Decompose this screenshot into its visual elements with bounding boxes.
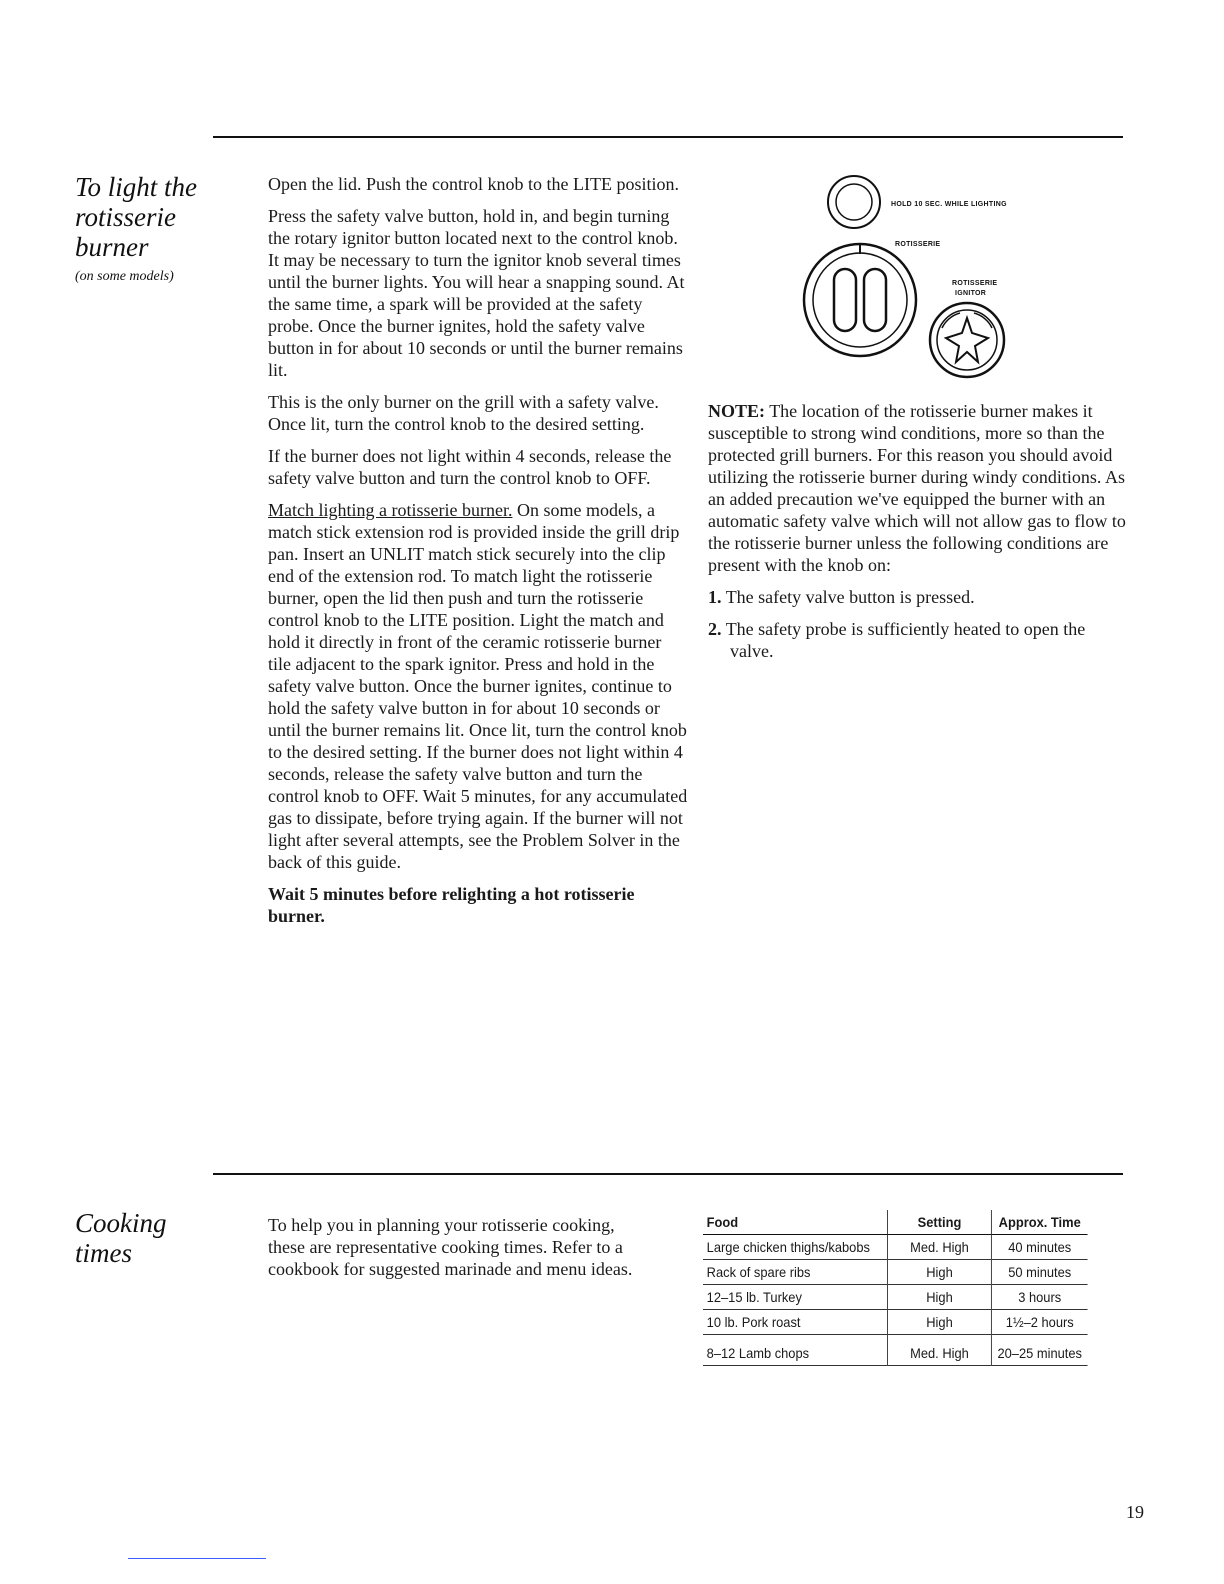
table-row	[703, 1285, 1088, 1310]
list-number: 1.	[708, 587, 722, 607]
section-title-cooking-times	[75, 1208, 215, 1268]
control-knob-icon	[804, 244, 916, 356]
page-number: 19	[1126, 1502, 1144, 1522]
section-title-light-rotisserie	[75, 172, 215, 286]
paragraph: If the burner does not light within 4 seconds, release the safety valve button and turn the control knob to OFF.	[268, 446, 672, 488]
title-line: rotisserie	[75, 202, 176, 232]
top-rule	[213, 136, 1123, 138]
cell-time: 40 minutes	[991, 1235, 1087, 1260]
paragraph: This is the only burner on the grill with a safety valve. Once lit, turn the control knob to the desired setting.	[268, 392, 659, 434]
section-subtitle: (on some models)	[75, 269, 174, 284]
cell-setting: Med. High	[888, 1235, 992, 1260]
list-item	[708, 618, 1126, 662]
safety-valve-button-icon	[828, 176, 880, 228]
list-number: 2.	[708, 619, 722, 639]
section-rule	[213, 1173, 1123, 1175]
conditions-list	[708, 586, 1126, 662]
note-text: The location of the rotisserie burner makes it susceptible to strong wind conditions, more so than the protected grill burners. For this reason you should avoid utilizing the rotisserie burner during windy conditions. As an added precaution we've equipped the burner with an automatic safety valve which will not allow gas to flow to the rotisserie burner unless the following conditions are present with the knob on:	[708, 401, 1126, 575]
ignitor-label-line2: IGNITOR	[955, 290, 987, 297]
rotisserie-label: ROTISSERIE	[895, 241, 941, 248]
cell-time: 50 minutes	[991, 1260, 1087, 1285]
cell-setting: High	[888, 1285, 992, 1310]
cell-food: Large chicken thighs/kabobs	[703, 1235, 888, 1260]
note-block	[708, 400, 1126, 672]
cooking-intro	[268, 1214, 648, 1290]
title-line: times	[75, 1238, 132, 1268]
lighting-instructions	[268, 173, 688, 937]
table-header-row	[703, 1210, 1088, 1235]
cell-time: 1½–2 hours	[991, 1310, 1087, 1335]
cooking-times-table	[703, 1210, 1088, 1366]
table-row	[703, 1310, 1088, 1335]
cell-food: 10 lb. Pork roast	[703, 1310, 888, 1335]
ignitor-label-line1: ROTISSERIE	[952, 280, 998, 287]
control-knob-diagram	[792, 168, 1042, 398]
footer-link-rule	[128, 1558, 266, 1559]
note-label: NOTE:	[708, 401, 766, 421]
header-time: Approx. Time	[991, 1210, 1087, 1235]
paragraph: To help you in planning your rotisserie cooking, these are representative cooking times. Refer to a cookbook for suggested marinade and menu ideas.	[268, 1215, 633, 1279]
cell-setting: High	[888, 1260, 992, 1285]
cell-food: 8–12 Lamb chops	[703, 1335, 888, 1366]
list-text: The safety valve button is pressed.	[725, 587, 975, 607]
cell-setting: Med. High	[888, 1335, 992, 1366]
title-line: To light the	[75, 172, 198, 202]
table-row	[703, 1235, 1088, 1260]
hold-label: HOLD 10 SEC. WHILE LIGHTING	[891, 201, 1007, 208]
cell-food: 12–15 lb. Turkey	[703, 1285, 888, 1310]
cell-time: 3 hours	[991, 1285, 1087, 1310]
rotary-ignitor-icon	[930, 303, 1004, 377]
match-lighting-paragraph	[268, 499, 688, 873]
cell-setting: High	[888, 1310, 992, 1335]
match-lighting-text: On some models, a match stick extension rod is provided inside the grill drip pan. Insert an UNLIT match stick securely into the clip end of the extension rod. To match light the rotisserie burner, open the lid then push and turn the rotisserie control knob to the LITE position. Light the match and hold it directly in front of the ceramic rotisserie burner tile adjacent to the spark ignitor. Press and hold in the safety valve button. Once the burner ignites, continue to hold the safety valve button in for about 10 seconds or until the burner remains lit. Once lit, turn the control knob to the desired setting. If the burner does not light within 4 seconds, release the safety valve button and turn the control knob to OFF. Wait 5 minutes, for any accumulated gas to dissipate, before trying again. If the burner will not light after several attempts, see the Problem Solver in the back of this guide.	[268, 500, 688, 872]
title-line: Cooking	[75, 1208, 167, 1238]
header-setting: Setting	[888, 1210, 992, 1235]
relight-warning: Wait 5 minutes before relighting a hot rotisserie burner.	[268, 884, 635, 926]
note-paragraph	[708, 400, 1126, 576]
header-food: Food	[703, 1210, 888, 1235]
match-lighting-heading: Match lighting a rotisserie burner.	[268, 500, 513, 520]
table-row	[703, 1260, 1088, 1285]
title-line: burner	[75, 232, 149, 262]
table-row	[703, 1335, 1088, 1366]
paragraph: Press the safety valve button, hold in, and begin turning the rotary ignitor button located next to the control knob. It may be necessary to turn the ignitor knob several times until the burner lights. You will hear a snapping sound. At the same time, a spark will be provided at the safety probe. Once the burner ignites, hold the safety valve button in for about 10 seconds or until the burner remains lit.	[268, 206, 685, 380]
paragraph: Open the lid. Push the control knob to the LITE position.	[268, 174, 679, 194]
cell-time: 20–25 minutes	[991, 1335, 1087, 1366]
list-text: The safety probe is sufficiently heated to open the valve.	[725, 619, 1086, 661]
cell-food: Rack of spare ribs	[703, 1260, 888, 1285]
list-item	[708, 586, 1126, 608]
